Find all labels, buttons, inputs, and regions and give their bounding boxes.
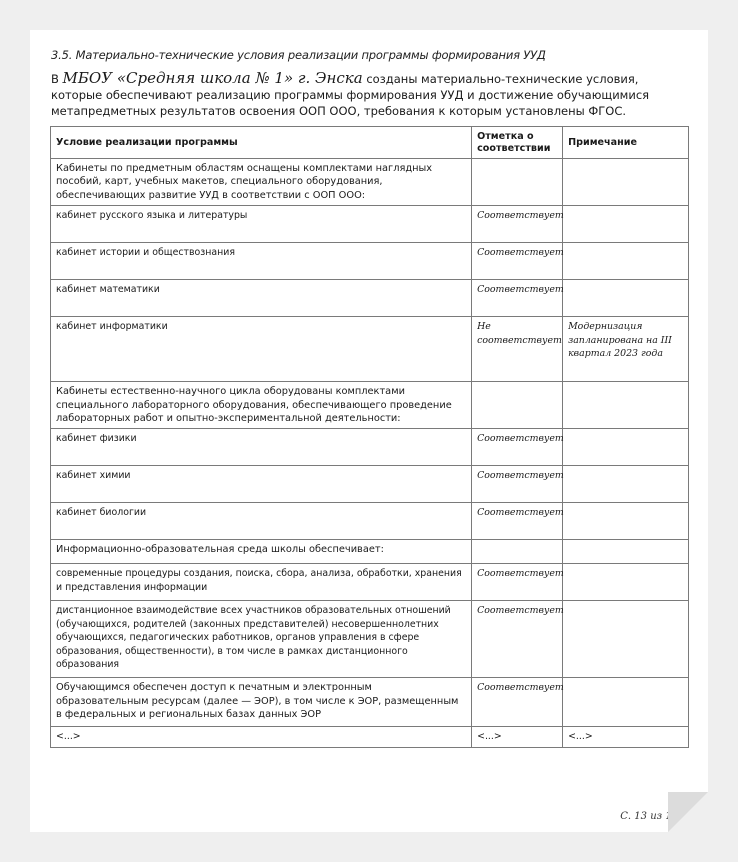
table-row	[51, 564, 689, 601]
cell-condition: кабинет информатики	[51, 317, 472, 382]
table-row	[51, 601, 689, 678]
table-row	[51, 243, 689, 280]
cell-mark: Соответствует	[472, 206, 563, 243]
cell-condition: кабинет русского языка и литературы	[51, 206, 472, 243]
cell-condition: Обучающимся обеспечен доступ к печатным и электронным образовательным ресурсам (далее — ЭОР), в том числе к ЭОР, размещенным в федеральных и региональных базах данных ЭОР	[51, 678, 472, 727]
table-row	[51, 382, 689, 429]
cell-mark: Соответствует	[472, 466, 563, 503]
conditions-table	[50, 126, 689, 748]
cell-mark: Соответствует	[472, 243, 563, 280]
table-row	[51, 466, 689, 503]
table-row	[51, 540, 689, 564]
table-row	[51, 503, 689, 540]
cell-condition: Кабинеты по предметным областям оснащены комплектами наглядных пособий, карт, учебных макетов, специального оборудования, обеспечивающих развитие УУД в соответствии с ООП ООО:	[51, 159, 472, 206]
cell-note: Модернизация запланирована на III квартал 2023 года	[563, 317, 689, 382]
intro-paragraph	[51, 70, 691, 119]
cell-note	[563, 206, 689, 243]
page-number: С. 13 из 13	[620, 811, 678, 822]
cell-mark: <...>	[472, 727, 563, 747]
cell-mark: Не соответствует	[472, 317, 563, 382]
cell-note	[563, 382, 689, 429]
cell-mark	[472, 540, 563, 564]
table-header-row	[51, 127, 689, 159]
cell-note	[563, 503, 689, 540]
cell-note	[563, 678, 689, 727]
cell-mark: Соответствует	[472, 503, 563, 540]
cell-note	[563, 564, 689, 601]
cell-note: <...>	[563, 727, 689, 747]
cell-condition: кабинет математики	[51, 280, 472, 317]
cell-condition: дистанционное взаимодействие всех участников образовательных отношений (обучающихся, родителей (законных представителей) несовершеннолетних обучающихся, педагогических работников, органов управления в сфере образования, общественности), в том числе в рамках дистанционного образования	[51, 601, 472, 678]
header-condition: Условие реализации программы	[51, 127, 472, 159]
table-row	[51, 678, 689, 727]
cell-condition: кабинет истории и обществознания	[51, 243, 472, 280]
intro-prefix: В	[51, 72, 63, 86]
cell-mark: Соответствует	[472, 564, 563, 601]
cell-note	[563, 466, 689, 503]
table-row	[51, 727, 689, 747]
cell-note	[563, 159, 689, 206]
cell-mark: Соответствует	[472, 678, 563, 727]
cell-mark: Соответствует	[472, 280, 563, 317]
table-row	[51, 280, 689, 317]
table-row	[51, 429, 689, 466]
page-curl	[668, 792, 708, 832]
school-name: МБОУ «Средняя школа № 1» г. Энска	[62, 69, 363, 87]
cell-mark: Соответствует	[472, 429, 563, 466]
cell-condition: Кабинеты естественно-научного цикла оборудованы комплектами специального лабораторного оборудования, обеспечивающего проведение лабораторных работ и опытно-экспериментальной деятельности:	[51, 382, 472, 429]
cell-condition: современные процедуры создания, поиска, сбора, анализа, обработки, хранения и представления информации	[51, 564, 472, 601]
table-row	[51, 206, 689, 243]
cell-mark	[472, 382, 563, 429]
intro-text: созданы материально-технические условия, которые обеспечивают реализацию программы формирования УУД и достижение обучающимися метапредметных результатов освоения ООП ООО, требования к которым установлены ФГОС.	[51, 72, 650, 118]
document-page	[30, 30, 708, 832]
header-mark: Отметка о соответствии	[472, 127, 563, 159]
cell-note	[563, 540, 689, 564]
section-heading: 3.5. Материально-техническиe условия реализации программы формирования УУД	[51, 48, 546, 62]
cell-note	[563, 243, 689, 280]
cell-condition: кабинет биологии	[51, 503, 472, 540]
cell-mark	[472, 159, 563, 206]
cell-condition: кабинет физики	[51, 429, 472, 466]
table-row	[51, 159, 689, 206]
cell-note	[563, 429, 689, 466]
cell-note	[563, 601, 689, 678]
cell-note	[563, 280, 689, 317]
cell-condition: <...>	[51, 727, 472, 747]
table-row	[51, 317, 689, 382]
cell-mark: Соответствует	[472, 601, 563, 678]
cell-condition: кабинет химии	[51, 466, 472, 503]
header-note: Примечание	[563, 127, 689, 159]
cell-condition: Информационно-образовательная среда школы обеспечивает:	[51, 540, 472, 564]
